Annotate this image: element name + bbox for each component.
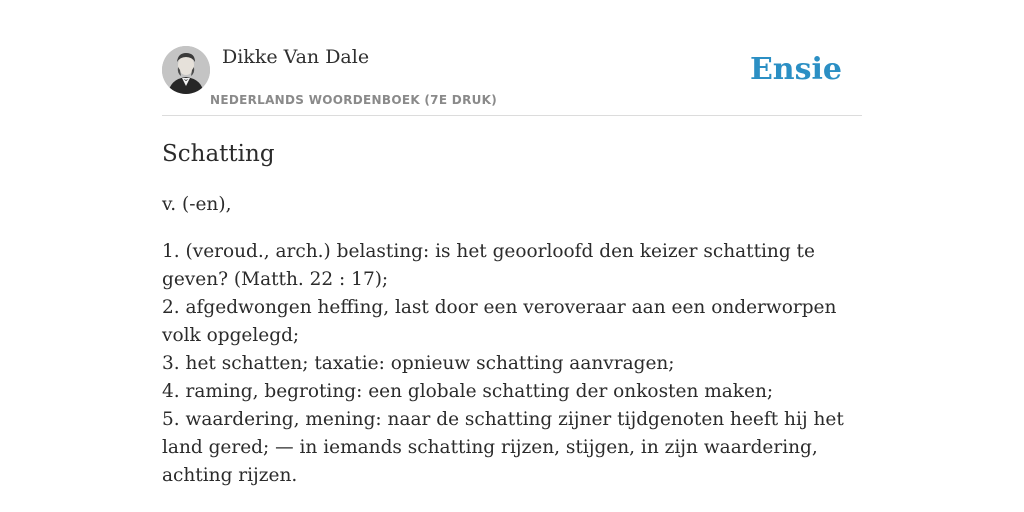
sense-item: 4. raming, begroting: een globale schatting der onkosten maken; <box>162 381 774 402</box>
author-name[interactable]: Dikke Van Dale <box>222 46 370 68</box>
sense-item: 5. waardering, mening: naar de schatting zijner tijdgenoten heeft hij het land gered; — in iemands schatting rijzen, stijgen, in zijn waardering, achting rijzen. <box>162 409 844 486</box>
source-title: NEDERLANDS WOORDENBOEK (7E DRUK) <box>210 93 498 107</box>
entry-grammar: v. (-en), <box>162 194 232 215</box>
portrait-photo-icon <box>162 46 210 94</box>
sense-item: 3. het schatten; taxatie: opnieuw schatting aanvragen; <box>162 353 675 374</box>
card-header <box>162 44 862 116</box>
brand-logo[interactable]: Ensie <box>749 52 842 87</box>
dictionary-card <box>162 44 862 490</box>
entry-senses <box>162 238 862 490</box>
sense-item: 1. (veroud., arch.) belasting: is het geoorloofd den keizer schatting te geven? (Matth. 22 : 17); <box>162 241 815 290</box>
entry-headword: Schatting <box>162 141 275 167</box>
sense-item: 2. afgedwongen heffing, last door een veroveraar aan een onderworpen volk opgelegd; <box>162 297 837 346</box>
author-avatar[interactable] <box>162 46 210 94</box>
